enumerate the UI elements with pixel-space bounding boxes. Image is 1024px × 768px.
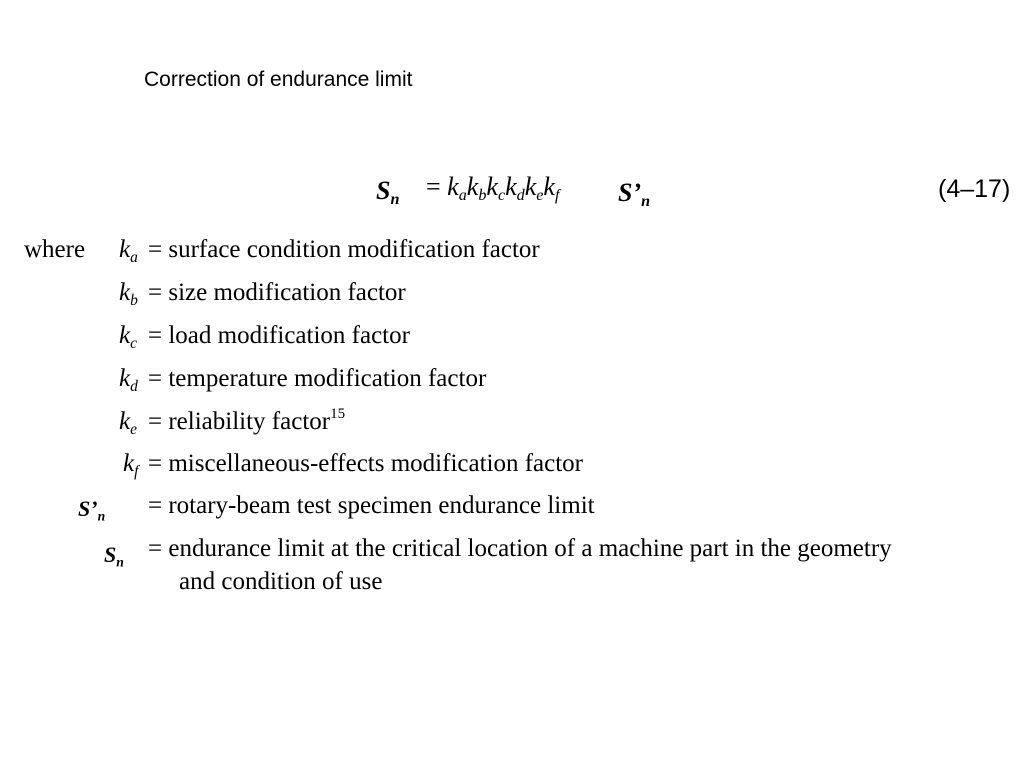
def-symbol-kc: $k_c$: [119, 322, 137, 352]
def-line-sn-continuation: and condition of use: [179, 568, 383, 595]
def-symbol-kb: $k_b$: [119, 279, 138, 309]
equation-lhs-subscript: n: [390, 191, 400, 209]
factor-ka: $k_a$: [447, 172, 467, 205]
equation-rhs-tail-symbol: S’: [618, 178, 642, 207]
def-line-kd: = temperature modification factor: [148, 365, 487, 392]
where-label: where: [24, 236, 86, 263]
def-symbol-s-prime-n: $S’_n$: [78, 496, 106, 524]
def-line-kf: = miscellaneous-effects modification factor: [148, 450, 584, 477]
equation-lhs: [376, 176, 400, 209]
def-symbol-ka: $k_a$: [119, 236, 138, 266]
equation-rhs-tail: [618, 178, 651, 211]
equation-equals: =: [426, 172, 441, 201]
factor-kf: $k_f$: [543, 172, 560, 205]
slide-title: Correction of endurance limit: [144, 68, 413, 91]
equation-rhs: [426, 172, 560, 205]
def-line-kc: = load modification factor: [148, 322, 410, 349]
factor-kc: $k_c$: [486, 172, 506, 205]
def-line-ke: = reliability factor$^{15}$: [148, 405, 346, 435]
def-line-ka: = surface condition modification factor: [148, 236, 540, 263]
equation-rhs-tail-subscript: n: [641, 193, 651, 211]
factor-kb: $k_b$: [466, 172, 487, 205]
def-line-s-prime-n: = rotary-beam test specimen endurance limit: [148, 492, 595, 519]
def-symbol-ke: $k_e$: [119, 408, 137, 438]
factor-ke: $k_e$: [524, 172, 544, 205]
factor-kd: $k_d$: [505, 172, 525, 205]
equation-lhs-symbol: S: [376, 176, 391, 205]
def-line-kb: = size modification factor: [148, 279, 406, 306]
def-symbol-kd: $k_d$: [119, 365, 138, 395]
def-symbol-kf: $k_f$: [123, 450, 139, 480]
def-symbol-sn: $S_n$: [104, 542, 124, 570]
footnote-marker: 15: [330, 405, 346, 422]
def-line-sn: = endurance limit at the critical location of a machine part in the geometry: [148, 535, 892, 562]
equation-number: (4–17): [938, 175, 1011, 203]
